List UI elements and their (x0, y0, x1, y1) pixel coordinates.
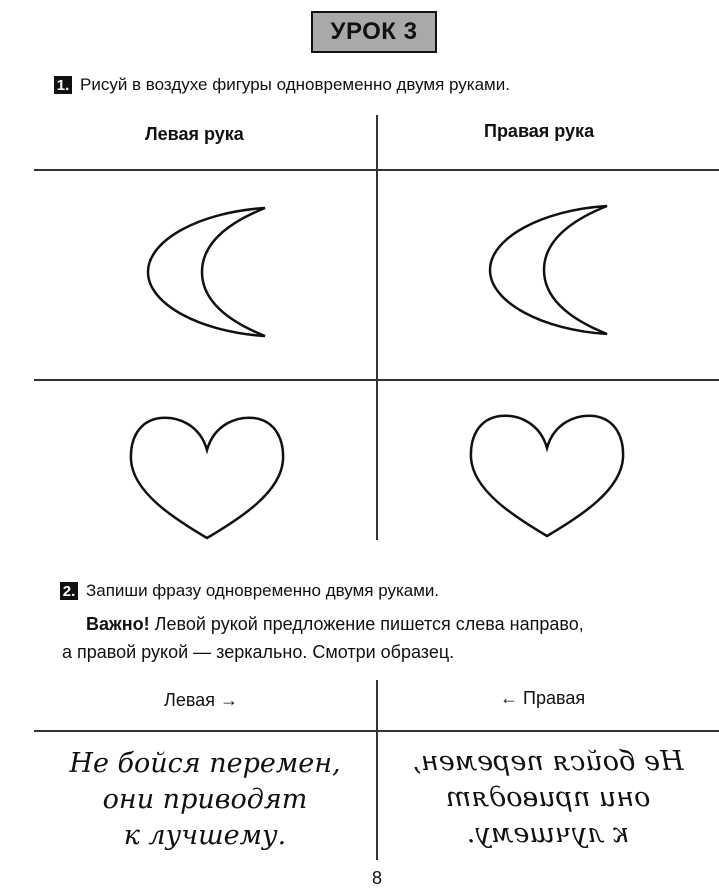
grid-line-vertical (376, 115, 378, 540)
right-hand-mirrored-phrase (398, 744, 698, 852)
mirror-phrase-line-1: Не бойся перемен, (412, 746, 684, 777)
phrase-line-1: Не бойся перемен, (69, 748, 341, 779)
task-1-text: Рисуй в воздухе фигуры одновременно двумя руками. (80, 75, 510, 94)
task-2-number: 2. (60, 582, 78, 600)
heart-right-icon (468, 408, 626, 543)
phrase-line-3: к лучшему. (123, 820, 287, 851)
important-note-line-1 (86, 610, 584, 638)
crescent-moon-right-icon (482, 198, 617, 343)
task-1-instruction (54, 75, 510, 95)
important-note-line-2 (62, 638, 454, 666)
right-hand-header: Правая рука (484, 121, 595, 141)
phrase-line-2: они приводят (102, 784, 308, 815)
crescent-moon-left-icon (140, 200, 275, 345)
task-2-grid-vertical (376, 680, 378, 860)
left-direction-header: Левая → (164, 690, 238, 710)
task-1-number: 1. (54, 76, 72, 94)
important-text-2: а правой рукой — зеркально. Смотри образец. (62, 642, 455, 662)
task-2-instruction (60, 581, 439, 601)
mirror-phrase-line-3: к лучшему. (466, 818, 630, 849)
left-hand-phrase (50, 746, 360, 854)
important-text-1: Левой рукой предложение пишется слева направо, (154, 614, 584, 634)
lesson-title: УРОК 3 (311, 11, 437, 53)
right-direction-header: ← Правая (500, 688, 586, 708)
important-label: Важно! (86, 614, 150, 634)
mirror-phrase-line-2: они приводят (445, 782, 651, 813)
heart-left-icon (128, 410, 286, 545)
left-hand-header: Левая рука (145, 124, 244, 144)
page-number: 8 (372, 868, 383, 888)
task-2-text: Запиши фразу одновременно двумя руками. (86, 581, 440, 600)
